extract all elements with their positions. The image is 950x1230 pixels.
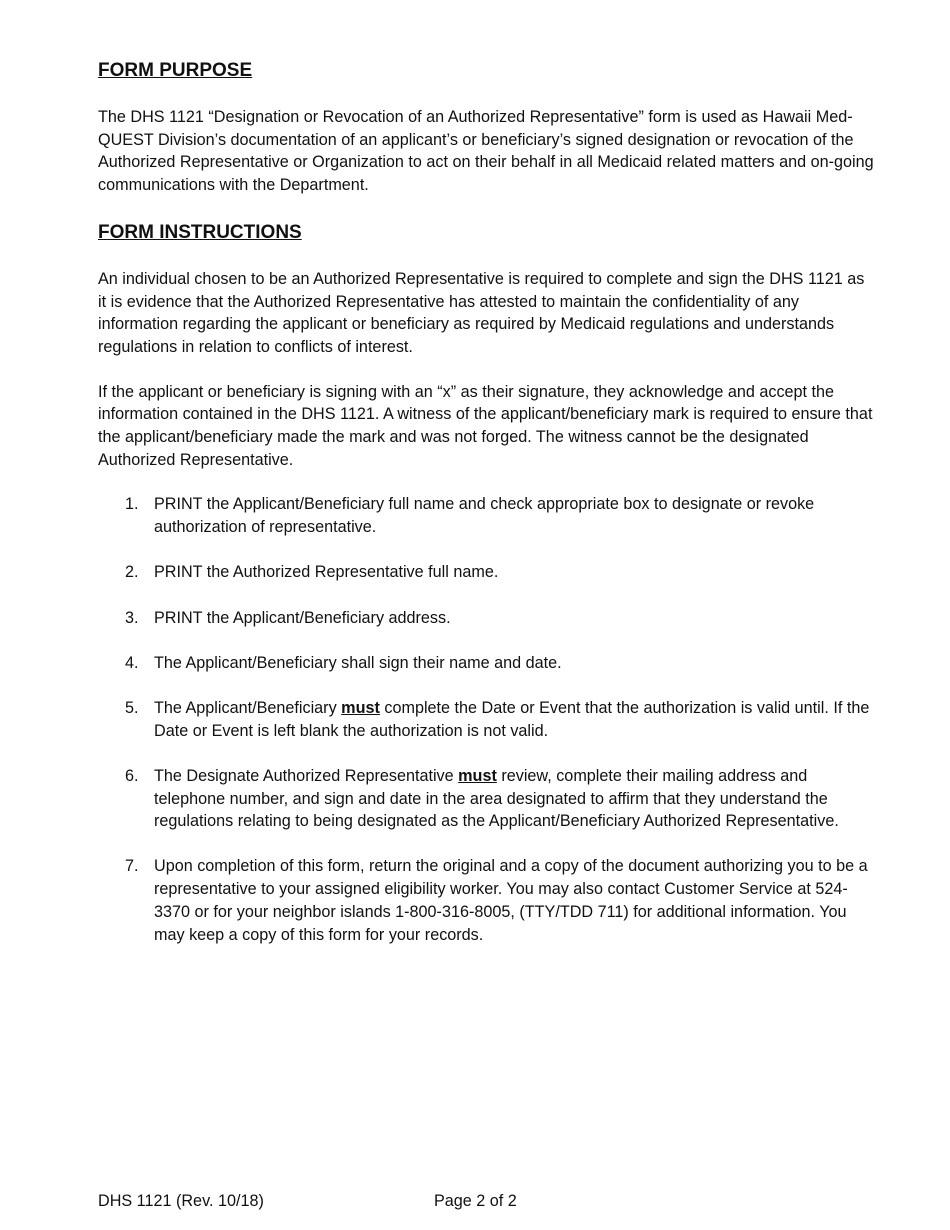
form-purpose-text: The DHS 1121 “Designation or Revocation of an Authorized Representative” form is used as Hawaii Med-QUEST Division’s documentation of an applicant’s or beneficiary’s signed designation or revocation of the Authorized Representative or Organization to act on their behalf in all Medicaid related matters and on-going communications with the Department. [98,108,874,195]
step-number: 7. [125,857,139,876]
instruction-step [98,652,876,675]
step-number: 6. [125,766,139,785]
step-number: 1. [125,495,139,514]
step-text: Upon completion of this form, return the original and a copy of the document authorizing you to be a representative to your assigned eligibility worker. You may also contact Customer Service at 524-3370 or for your neighbor islands 1-800-316-8005, (TTY/TDD 711) for additional information. You may keep a copy of this form for your records. [154,857,868,944]
instructions-paragraph-signature-mark: If the applicant or beneficiary is signing with an “x” as their signature, they acknowledge and accept the information contained in the DHS 1121. A witness of the applicant/beneficiary mark is required to ensure that the applicant/beneficiary made the mark and was not forged. The witness cannot be the designated Authorized Representative. [98,382,873,469]
instruction-step [98,697,876,742]
step-number: 3. [125,608,139,627]
step-text-after: complete the Date or Event that the authorization is valid until. If the Date or Event is left blank the authorization is not valid. [154,698,870,740]
instruction-steps-list [98,493,876,946]
step-text: PRINT the Applicant/Beneficiary full name and check appropriate box to designate or revoke authorization of representative. [154,495,815,537]
step-number: 4. [125,653,139,672]
step-number: 5. [125,698,139,717]
step-number: 2. [125,563,139,582]
document-body [98,58,876,969]
instruction-step [98,561,876,584]
instruction-step [98,607,876,630]
step-text: PRINT the Applicant/Beneficiary address. [154,608,451,627]
instruction-step [98,493,876,538]
instruction-step [98,765,876,833]
instructions-paragraph-authorized-rep: An individual chosen to be an Authorized Representative is required to complete and sign the DHS 1121 as it is evidence that the Authorized Representative has attested to maintain the confidentiality of any information regarding the applicant or beneficiary as required by Medicaid regulations and understands regulations in relation to conflicts of interest. [98,269,865,356]
form-purpose-heading: FORM PURPOSE [98,60,253,81]
footer-page-number: Page 2 of 2 [434,1192,517,1210]
step-text-before: The Designate Authorized Representative [154,766,459,785]
step-text-after: review, complete their mailing address and telephone number, and sign and date in the area designated to affirm that they understand the regulations relating to being designated as the Applicant/Beneficiary Authorized Representative. [154,766,839,831]
step-text: The Applicant/Beneficiary shall sign their name and date. [154,653,562,672]
instruction-step [98,855,876,946]
step-text: PRINT the Authorized Representative full name. [154,563,499,582]
form-instructions-heading: FORM INSTRUCTIONS [98,221,302,243]
step-emphasis-must: must [458,766,497,785]
step-emphasis-must: must [341,698,380,717]
footer-form-number: DHS 1121 (Rev. 10/18) [98,1192,264,1210]
step-text-before: The Applicant/Beneficiary [154,698,342,717]
